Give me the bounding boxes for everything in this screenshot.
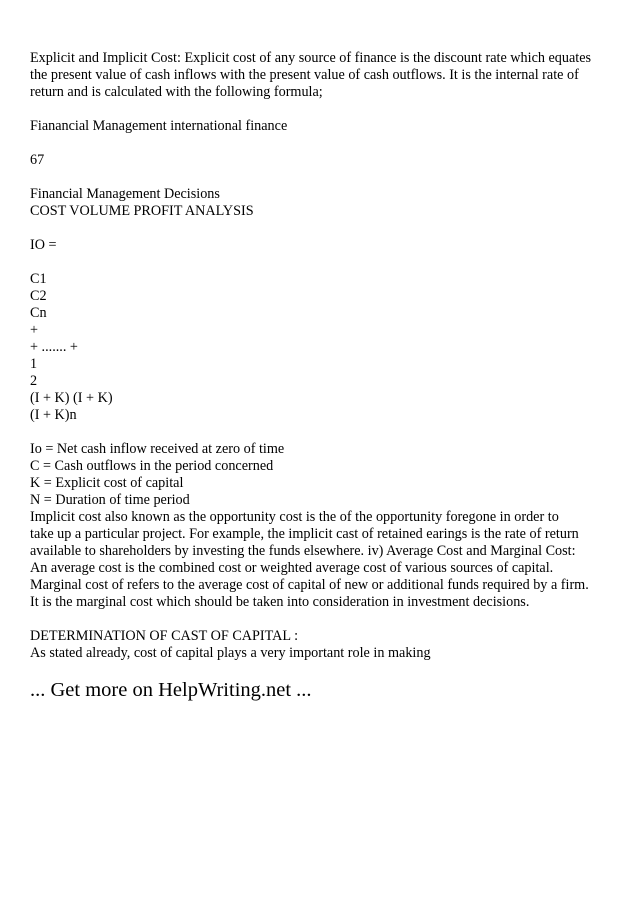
text-line: return and is calculated with the following formula; — [30, 84, 323, 100]
implicit-cost-paragraph — [30, 509, 610, 611]
determination-heading: DETERMINATION OF CAST OF CAPITAL : — [30, 628, 299, 644]
text-line: the present value of cash inflows with the present value of cash outflows. It is the internal rate of — [30, 67, 579, 83]
formula-term: 1 — [30, 356, 38, 372]
formula-term: 2 — [30, 373, 38, 389]
definition-item: K = Explicit cost of capital — [30, 475, 184, 491]
definition-item: Io = Net cash inflow received at zero of time — [30, 441, 285, 457]
definition-item: C = Cash outflows in the period concerned — [30, 458, 274, 474]
text-line: take up a particular project. For example, the implicit cast of retained earings is the rate of return — [30, 526, 579, 542]
formula-term: Cn — [30, 305, 47, 321]
determination-text: As stated already, cost of capital plays a very important role in making — [30, 645, 431, 661]
formula-label: IO = — [30, 237, 57, 253]
document-page — [30, 50, 610, 702]
text-line: Implicit cost also known as the opportunity cost is the of the opportunity foregone in order to — [30, 509, 559, 525]
cta-link[interactable]: ... Get more on HelpWriting.net ... — [30, 679, 312, 701]
header-line: Fianancial Management international finance — [30, 118, 288, 134]
chapter-title: Financial Management Decisions — [30, 186, 220, 202]
text-line: An average cost is the combined cost or weighted average cost of various sources of capital. — [30, 560, 554, 576]
text-line: available to shareholders by investing the funds elsewhere. iv) Average Cost and Marginal Cost: — [30, 543, 576, 559]
formula-term: (I + K)n — [30, 407, 77, 423]
formula-terms — [30, 271, 610, 424]
intro-paragraph — [30, 50, 610, 101]
formula-term: C2 — [30, 288, 47, 304]
chapter-subtitle: COST VOLUME PROFIT ANALYSIS — [30, 203, 254, 219]
text-line: It is the marginal cost which should be taken into consideration in investment decisions. — [30, 594, 530, 610]
formula-term: (I + K) (I + K) — [30, 390, 113, 406]
definitions-list — [30, 441, 610, 509]
definition-item: N = Duration of time period — [30, 492, 190, 508]
text-line: Marginal cost of refers to the average cost of capital of new or additional funds required by a firm. — [30, 577, 589, 593]
formula-term: + — [30, 322, 39, 338]
page-number: 67 — [30, 152, 45, 168]
text-line: Explicit and Implicit Cost: Explicit cost of any source of finance is the discount rate which equates — [30, 50, 592, 66]
formula-term: C1 — [30, 271, 47, 287]
formula-term: + ....... + — [30, 339, 78, 355]
